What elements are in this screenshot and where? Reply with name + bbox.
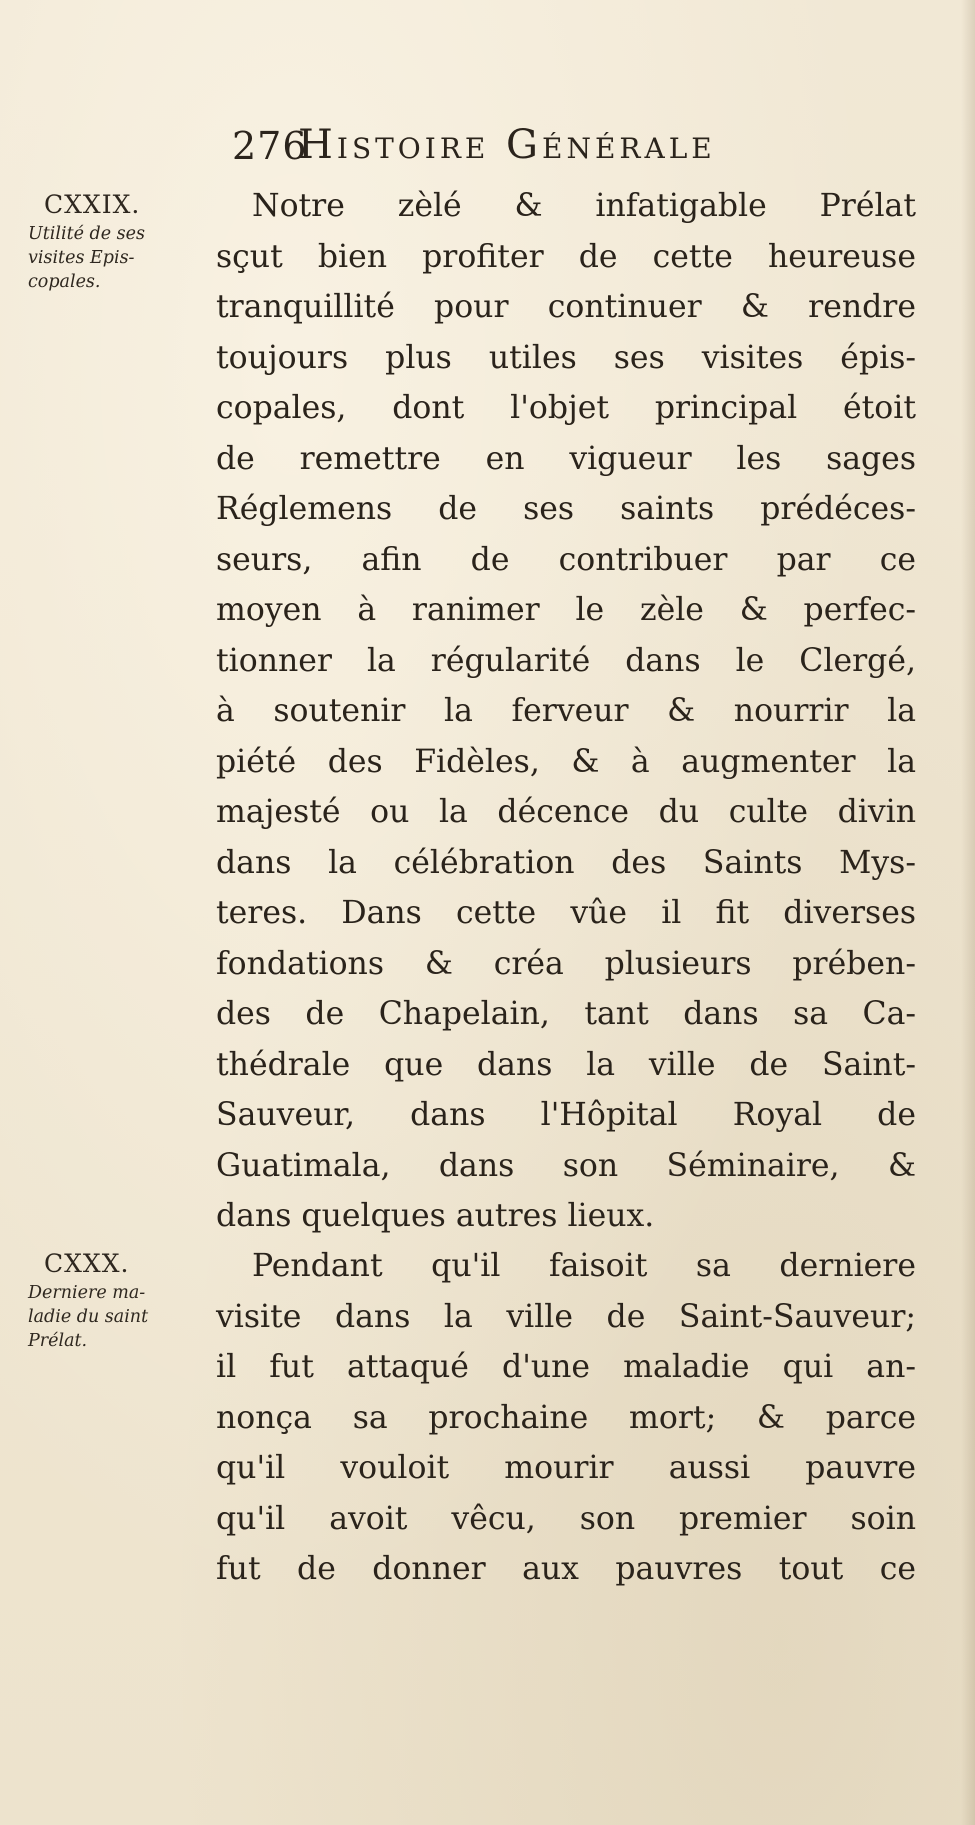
margin-number: CXXIX. — [44, 190, 141, 219]
text-line: fut de donner aux pauvres tout ce — [216, 1551, 916, 1587]
text-line: majesté ou la décence du culte divin — [216, 794, 916, 830]
text-line: qu'il vouloit mourir aussi pauvre — [216, 1450, 916, 1486]
text-line: thédrale que dans la ville de Saint- — [216, 1046, 916, 1083]
margin-note-cxxx — [28, 1247, 218, 1353]
paragraph-cxxx — [216, 1241, 916, 1595]
margin-number: CXXX. — [44, 1249, 130, 1278]
margin-note-cxxix — [28, 188, 218, 294]
text-line: des de Chapelain, tant dans sa Ca- — [216, 996, 916, 1032]
text-line: tranquillité pour continuer & rendre — [216, 289, 916, 325]
paragraph-cxxix — [216, 181, 916, 1242]
text-line: de remettre en vigueur les sages — [216, 440, 916, 477]
margin-label: Derniere ma- ladie du saint Prélat. — [28, 1283, 149, 1351]
text-line: dans la célébration des Saints Mys- — [216, 844, 916, 881]
text-line: Notre zèlé & infatigable Prélat — [252, 188, 916, 224]
text-line: il fut attaqué d'une maladie qui an- — [216, 1349, 916, 1385]
text-line: teres. Dans cette vûe il fit diverses — [216, 895, 916, 931]
text-line: qu'il avoit vêcu, son premier soin — [216, 1500, 916, 1537]
text-line: dans quelques autres lieux. — [216, 1198, 655, 1234]
text-line: tionner la régularité dans le Clergé, — [216, 642, 916, 679]
text-line: à soutenir la ferveur & nourrir la — [216, 693, 916, 729]
text-line: piété des Fidèles, & à augmenter la — [216, 743, 916, 780]
text-line: copales, dont l'objet principal étoit — [216, 390, 916, 426]
text-line: seurs, afin de contribuer par ce — [216, 541, 916, 578]
text-line: Pendant qu'il faisoit sa derniere — [252, 1248, 916, 1284]
text-line: moyen à ranimer le zèle & perfec- — [216, 592, 916, 628]
text-line: Réglemens de ses saints prédéces- — [216, 491, 916, 527]
text-line: toujours plus utiles ses visites épis- — [216, 339, 916, 376]
margin-label: Utilité de ses visites Epis- copales. — [28, 224, 145, 292]
text-line: Sauveur, dans l'Hôpital Royal de — [216, 1097, 916, 1133]
text-line: sçut bien profiter de cette heureuse — [216, 238, 916, 275]
text-line: nonça sa prochaine mort; & parce — [216, 1399, 916, 1436]
running-header — [232, 118, 922, 170]
text-line: fondations & créa plusieurs prében- — [216, 945, 916, 982]
page-number: 276 — [232, 124, 308, 168]
text-line: Guatimala, dans son Séminaire, & — [216, 1147, 916, 1184]
text-line: visite dans la ville de Saint-Sauveur; — [216, 1298, 916, 1335]
running-title: Histoire Générale — [298, 122, 716, 168]
